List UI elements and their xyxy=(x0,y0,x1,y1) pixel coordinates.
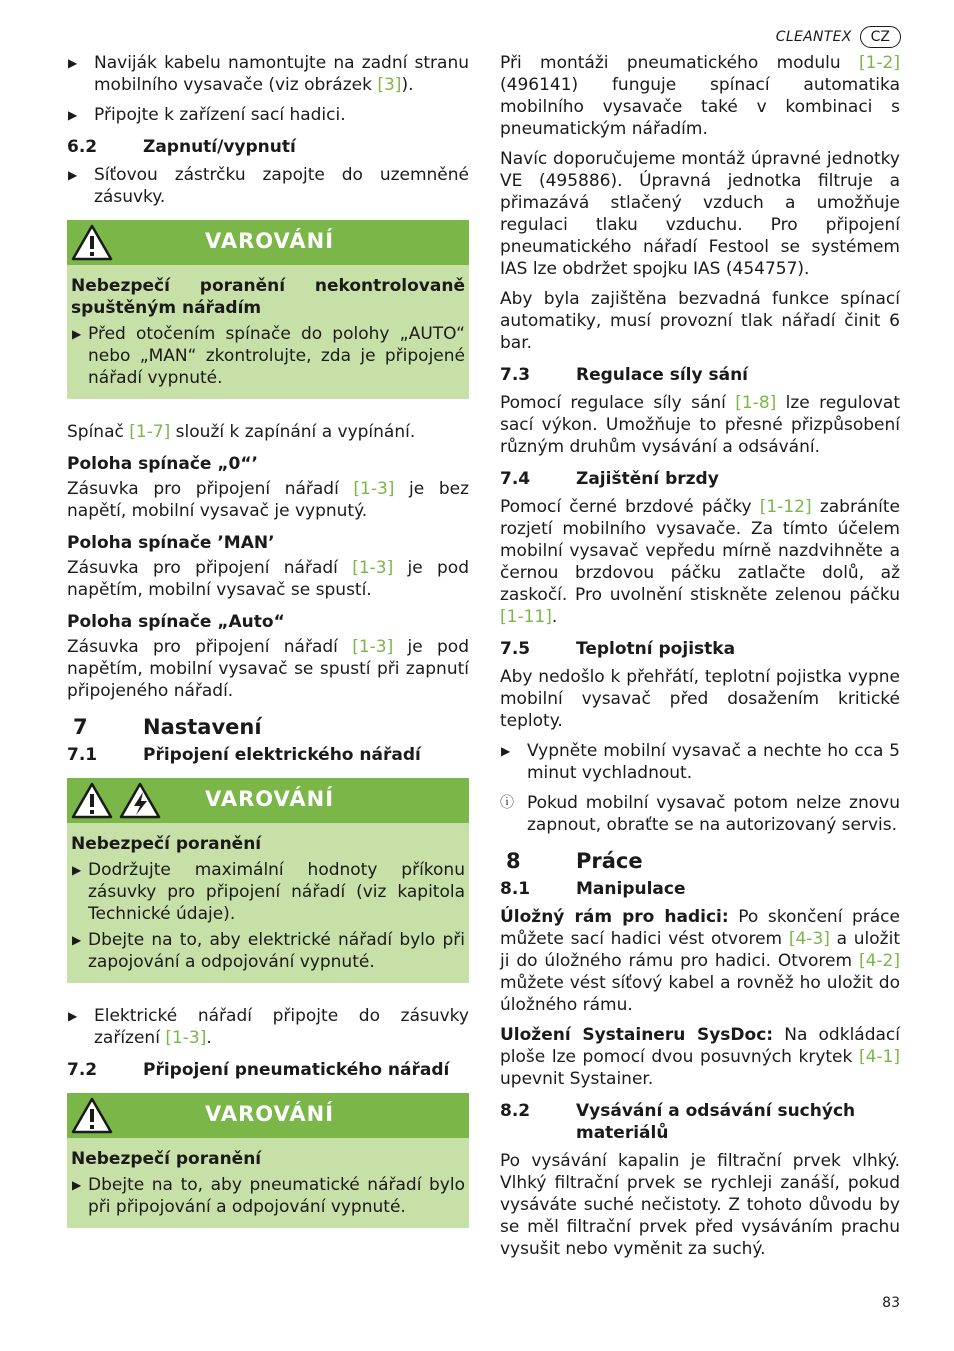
warning-item: ▶ Dbejte na to, aby elektrické nářadí bylo při zapojování a odpojování vypnuté. xyxy=(72,930,465,972)
section-heading: 7.3 Regulace síly sání xyxy=(500,365,749,385)
paragraph: Pomocí černé brzdové páčky [1-12] zabráníte rozjetí mobilního vysavače. Za tímto účelem mobilní vysavač vepředu mírně nazdvihněte a černou brzdovou páčku zatlačte dolů, až zaskočí. Pro uvolnění stiskněte zelenou páčku [1-11]. xyxy=(500,497,900,627)
list-item: ▶ Připojte k zařízení sací hadici. xyxy=(68,105,346,125)
warning-item: ▶ Dodržujte maximální hodnoty příkonu zásuvky pro připojení nářadí (viz kapitola Technické údaje). xyxy=(72,860,465,924)
triangle-right-icon: ▶ xyxy=(68,108,78,122)
chapter-heading: 8 Práce xyxy=(506,849,643,873)
figure-reference: [4-1] xyxy=(858,1047,900,1067)
triangle-right-icon: ▶ xyxy=(72,1178,82,1192)
warning-header xyxy=(67,778,469,823)
triangle-right-icon: ▶ xyxy=(68,1009,78,1023)
figure-reference: [4-2] xyxy=(858,951,900,971)
language-badge: CZ xyxy=(860,26,901,48)
warning-title: Nebezpečí poranění xyxy=(71,834,262,854)
page-number: 83 xyxy=(882,1295,900,1311)
figure-reference: [4-3] xyxy=(788,929,830,949)
paragraph: Zásuvka pro připojení nářadí [1-3] je pod napětím, mobilní vysavač se spustí při zapnutí připojeného nářadí. xyxy=(67,637,469,701)
figure-reference: [1-2] xyxy=(858,53,900,73)
triangle-right-icon: ▶ xyxy=(501,744,511,758)
left-column xyxy=(67,52,469,1250)
warning-label: VAROVÁNÍ xyxy=(205,1102,335,1126)
section-heading: 8.2 Vysávání a odsávání suchých materiálů xyxy=(500,1101,856,1143)
triangle-right-icon: ▶ xyxy=(72,863,82,877)
list-item: ▶ Naviják kabelu namontujte na zadní stranu mobilního vysavače (viz obrázek [3]). xyxy=(68,53,469,95)
figure-reference: [1-3] xyxy=(165,1028,207,1048)
triangle-right-icon: ▶ xyxy=(72,933,82,947)
warning-label: VAROVÁNÍ xyxy=(205,787,335,811)
list-item: ▶ Síťovou zástrčku zapojte do uzemněné zásuvky. xyxy=(68,165,469,207)
figure-reference: [1-7] xyxy=(129,422,171,442)
brand-name: CLEANTEX xyxy=(775,29,852,45)
triangle-right-icon: ▶ xyxy=(68,168,78,182)
section-heading: 8.1 Manipulace xyxy=(500,879,686,899)
figure-reference: [1-12] xyxy=(759,497,812,517)
triangle-right-icon: ▶ xyxy=(72,327,82,341)
warning-item: ▶ Dbejte na to, aby pneumatické nářadí bylo při připojování a odpojování vypnuté. xyxy=(72,1175,465,1217)
figure-reference: [1-3] xyxy=(352,637,394,657)
figure-reference: [1-11] xyxy=(500,607,552,627)
paragraph: Aby byla zajištěna bezvadná funkce spínací automatiky, musí provozní tlak nářadí činit 6 bar. xyxy=(500,289,900,353)
figure-reference: [1-3] xyxy=(352,558,394,578)
paragraph: Navíc doporučujeme montáž úpravné jednotky VE (495886). Úpravná jednotka filtruje a přimazává stlačený vzduch a umožňuje regulaci tlaku vzduchu. Pro připojení pneumatického nářadí Festool se systémem IAS lze obdržet spojku IAS (454757). xyxy=(500,149,900,279)
figure-reference: [3] xyxy=(377,75,402,95)
warning-title: Nebezpečí poranění nekontrolovaně spuštěným nářadím xyxy=(71,276,465,318)
page-header xyxy=(776,26,901,48)
warning-header xyxy=(67,1093,469,1138)
list-item: ▶ Elektrické nářadí připojte do zásuvky zařízení [1-3]. xyxy=(68,1006,469,1048)
warning-box xyxy=(67,220,469,399)
warning-box xyxy=(67,1093,469,1228)
subheading: Poloha spínače „Auto“ xyxy=(67,612,285,632)
paragraph: Uložení Systaineru SysDoc: Na odkládací ploše lze pomocí dvou posuvných krytek [4-1] upevnit Systainer. xyxy=(500,1025,900,1089)
warning-title: Nebezpečí poranění xyxy=(71,1149,262,1169)
subheading: Poloha spínače „0“’ xyxy=(67,454,258,474)
section-heading: 7.2 Připojení pneumatického nářadí xyxy=(67,1060,450,1080)
subheading: Poloha spínače ’MAN’ xyxy=(67,533,275,553)
paragraph: Úložný rám pro hadici: Po skončení práce můžete sací hadici vést otvorem [4-3] a uložit ji do úložného rámu pro hadici. Otvorem [4-2] můžete vést síťový kabel a rovněž ho uložit do úložného rámu. xyxy=(500,907,900,1015)
warning-box xyxy=(67,778,469,983)
paragraph: Zásuvka pro připojení nářadí [1-3] je pod napětím, mobilní vysavač se spustí. xyxy=(67,558,469,600)
right-column xyxy=(500,52,900,1268)
paragraph: Po vysávání kapalin je filtrační prvek vlhký. Vlhký filtrační prvek se rychleji zanáší, pokud vysáváte suché nečistoty. Z tohoto důvodu by se měl filtrační prvek před vysáváním prachu vysušit nebo vyměnit za suchý. xyxy=(500,1151,900,1259)
figure-reference: [1-3] xyxy=(353,479,395,499)
list-item: ▶ Vypněte mobilní vysavač a nechte ho cca 5 minut vychladnout. xyxy=(501,741,900,783)
warning-header xyxy=(67,220,469,265)
paragraph: Zásuvka pro připojení nářadí [1-3] je bez napětí, mobilní vysavač je vypnutý. xyxy=(67,479,469,521)
paragraph: Aby nedošlo k přehřátí, teplotní pojistka vypne mobilní vysavač před dosažením kritické teploty. xyxy=(500,667,900,731)
warning-label: VAROVÁNÍ xyxy=(205,229,335,253)
info-icon: ⓘ xyxy=(500,795,514,811)
paragraph: Spínač [1-7] slouží k zapínání a vypínání. xyxy=(67,422,416,442)
info-item: ⓘ Pokud mobilní vysavač potom nelze znovu zapnout, obraťte se na autorizovaný servis. xyxy=(500,793,900,835)
warning-triangle-icon xyxy=(71,224,113,261)
section-heading: 7.5 Teplotní pojistka xyxy=(500,639,736,659)
triangle-right-icon: ▶ xyxy=(68,56,78,70)
chapter-heading: 7 Nastavení xyxy=(73,715,262,739)
warning-triangle-icon xyxy=(71,1097,113,1134)
section-heading: 7.4 Zajištění brzdy xyxy=(500,469,719,489)
paragraph: Při montáži pneumatického modulu [1-2] (496141) funguje spínací automatika mobilního vysavače také v kombinaci s pneumatickým nářadím. xyxy=(500,53,900,139)
electric-warning-icon xyxy=(119,782,161,819)
figure-reference: [1-8] xyxy=(735,393,777,413)
warning-item: ▶ Před otočením spínače do polohy „AUTO“ nebo „MAN“ zkontrolujte, zda je připojené nářadí vypnuté. xyxy=(72,324,465,388)
section-heading: 7.1 Připojení elektrického nářadí xyxy=(67,745,421,765)
paragraph: Pomocí regulace síly sání [1-8] lze regulovat sací výkon. Umožňuje to přesné přizpůsobení různým druhům vysávání a odsávání. xyxy=(500,393,900,457)
warning-triangle-icon xyxy=(71,782,113,819)
section-heading: 6.2 Zapnutí/vypnutí xyxy=(67,137,296,157)
